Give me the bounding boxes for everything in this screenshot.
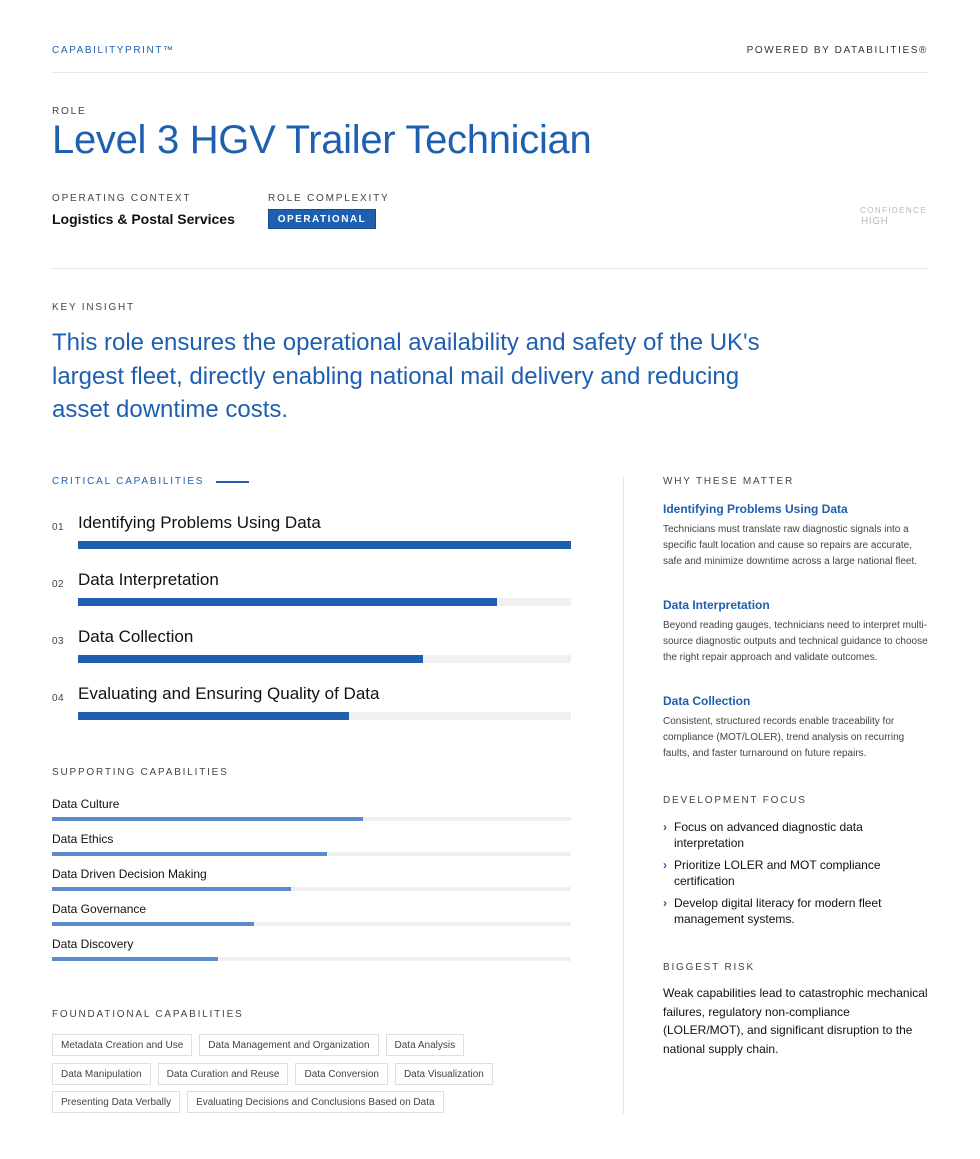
supporting-capability-row (52, 797, 571, 823)
development-focus-label: DEVELOPMENT FOCUS (663, 795, 807, 806)
why-item (663, 502, 933, 570)
capability-chip: Data Conversion (295, 1063, 387, 1085)
critical-capability-row (52, 627, 571, 667)
foundational-capabilities-label: FOUNDATIONAL CAPABILITIES (52, 1009, 244, 1020)
capability-bar-track (52, 817, 571, 821)
capability-name: Evaluating and Ensuring Quality of Data (78, 684, 380, 703)
capability-name: Data Culture (52, 797, 120, 811)
capability-name: Identifying Problems Using Data (78, 513, 321, 532)
capability-bar-track (52, 852, 571, 856)
capability-bar-fill (78, 712, 349, 720)
supporting-capability-row (52, 832, 571, 858)
chip-row (52, 1063, 500, 1085)
why-item-text: Technicians must translate raw diagnostic signals into a specific fault location and cause so repairs are accurate, safe and minimize downtime across a large national fleet. (663, 524, 918, 567)
capability-chip: Data Curation and Reuse (158, 1063, 289, 1085)
confidence-value: HIGH (861, 216, 889, 227)
capability-bar-fill (78, 655, 423, 663)
key-insight-label: KEY INSIGHT (52, 302, 135, 313)
header-divider (52, 72, 928, 73)
capability-name: Data Governance (52, 902, 147, 916)
capability-chip: Evaluating Decisions and Conclusions Based on Data (187, 1091, 443, 1113)
capability-number: 04 (52, 693, 65, 704)
capability-bar-track (52, 922, 571, 926)
why-item-title: Data Collection (663, 694, 751, 708)
chevron-right-icon: › (663, 820, 667, 834)
development-focus-item (663, 896, 933, 927)
capability-bar-track (52, 887, 571, 891)
biggest-risk-label: BIGGEST RISK (663, 962, 755, 973)
section-divider (52, 268, 928, 269)
operating-context-label: OPERATING CONTEXT (52, 193, 192, 204)
critical-capabilities-heading (52, 476, 249, 487)
top-bar (52, 44, 928, 56)
capability-chip: Data Analysis (386, 1034, 465, 1056)
development-focus-text: Focus on advanced diagnostic data interpretation (674, 820, 863, 850)
biggest-risk-text: Weak capabilities lead to catastrophic mechanical failures, regulatory non-compliance (LOLER/MOT), and significant disruption to the national supply chain. (663, 986, 928, 1056)
role-label: ROLE (52, 106, 87, 117)
capability-name: Data Ethics (52, 832, 114, 846)
critical-capability-row (52, 684, 571, 724)
development-focus-text: Develop digital literacy for modern fleet management systems. (674, 896, 882, 926)
capability-chip: Data Management and Organization (199, 1034, 378, 1056)
capability-number: 01 (52, 522, 65, 533)
capability-bar-fill (52, 887, 291, 891)
chevron-right-icon: › (663, 858, 667, 872)
supporting-capabilities-label: SUPPORTING CAPABILITIES (52, 767, 229, 778)
why-item (663, 598, 933, 666)
development-focus-text: Prioritize LOLER and MOT compliance certification (674, 858, 881, 888)
why-item-text: Beyond reading gauges, technicians need to interpret multi-source diagnostic outputs and technical guidance to choose the right repair approach and validate outcomes. (663, 620, 928, 663)
capability-chip: Data Visualization (395, 1063, 493, 1085)
development-focus-item (663, 858, 933, 889)
capability-chip: Data Manipulation (52, 1063, 151, 1085)
chevron-right-icon: › (663, 896, 667, 910)
operating-context-value: Logistics & Postal Services (52, 211, 235, 227)
capability-number: 02 (52, 579, 65, 590)
capability-bar-fill (78, 598, 497, 606)
confidence-label: CONFIDENCE (860, 206, 927, 215)
capability-bar-fill (52, 852, 327, 856)
role-complexity-badge: OPERATIONAL (268, 209, 376, 229)
powered-by: POWERED BY DATABILITIES® (746, 44, 928, 56)
supporting-capability-row (52, 867, 571, 893)
why-item-title: Data Interpretation (663, 598, 770, 612)
chip-row (52, 1091, 451, 1113)
capability-bar-fill (52, 922, 254, 926)
role-title: Level 3 HGV Trailer Technician (52, 118, 592, 162)
column-divider (623, 476, 624, 1114)
why-item-text: Consistent, structured records enable traceability for compliance (MOT/LOLER), trend analysis on recurring faults, and faster turnaround on future repairs. (663, 716, 905, 759)
development-focus-list (663, 820, 933, 934)
critical-capability-row (52, 570, 571, 610)
chip-row (52, 1034, 471, 1056)
capability-bar-track (78, 712, 571, 720)
capability-bar-track (78, 541, 571, 549)
development-focus-item (663, 820, 933, 851)
capability-name: Data Interpretation (78, 570, 219, 589)
supporting-capability-row (52, 902, 571, 928)
capability-bar-fill (52, 957, 218, 961)
capability-name: Data Driven Decision Making (52, 867, 207, 881)
capability-bar-fill (78, 541, 571, 549)
capability-bar-track (78, 598, 571, 606)
capability-name: Data Collection (78, 627, 194, 646)
capability-chip: Presenting Data Verbally (52, 1091, 180, 1113)
supporting-capability-row (52, 937, 571, 963)
brand-logo[interactable]: CAPABILITYPRINT™ (52, 44, 175, 56)
why-item-title: Identifying Problems Using Data (663, 502, 848, 516)
capability-name: Data Discovery (52, 937, 134, 951)
capability-bar-fill (52, 817, 363, 821)
capability-bar-track (78, 655, 571, 663)
capability-chip: Metadata Creation and Use (52, 1034, 192, 1056)
capability-bar-track (52, 957, 571, 961)
why-these-matter-label: WHY THESE MATTER (663, 476, 795, 487)
role-complexity-label: ROLE COMPLEXITY (268, 193, 390, 204)
key-insight-text: This role ensures the operational availability and safety of the UK's largest fleet, directly enabling national mail delivery and reducing asset downtime costs. (52, 329, 760, 423)
capability-number: 03 (52, 636, 65, 647)
why-item (663, 694, 933, 762)
heading-accent-line (216, 481, 249, 483)
critical-capabilities-label: CRITICAL CAPABILITIES (52, 476, 205, 487)
critical-capability-row (52, 513, 571, 553)
